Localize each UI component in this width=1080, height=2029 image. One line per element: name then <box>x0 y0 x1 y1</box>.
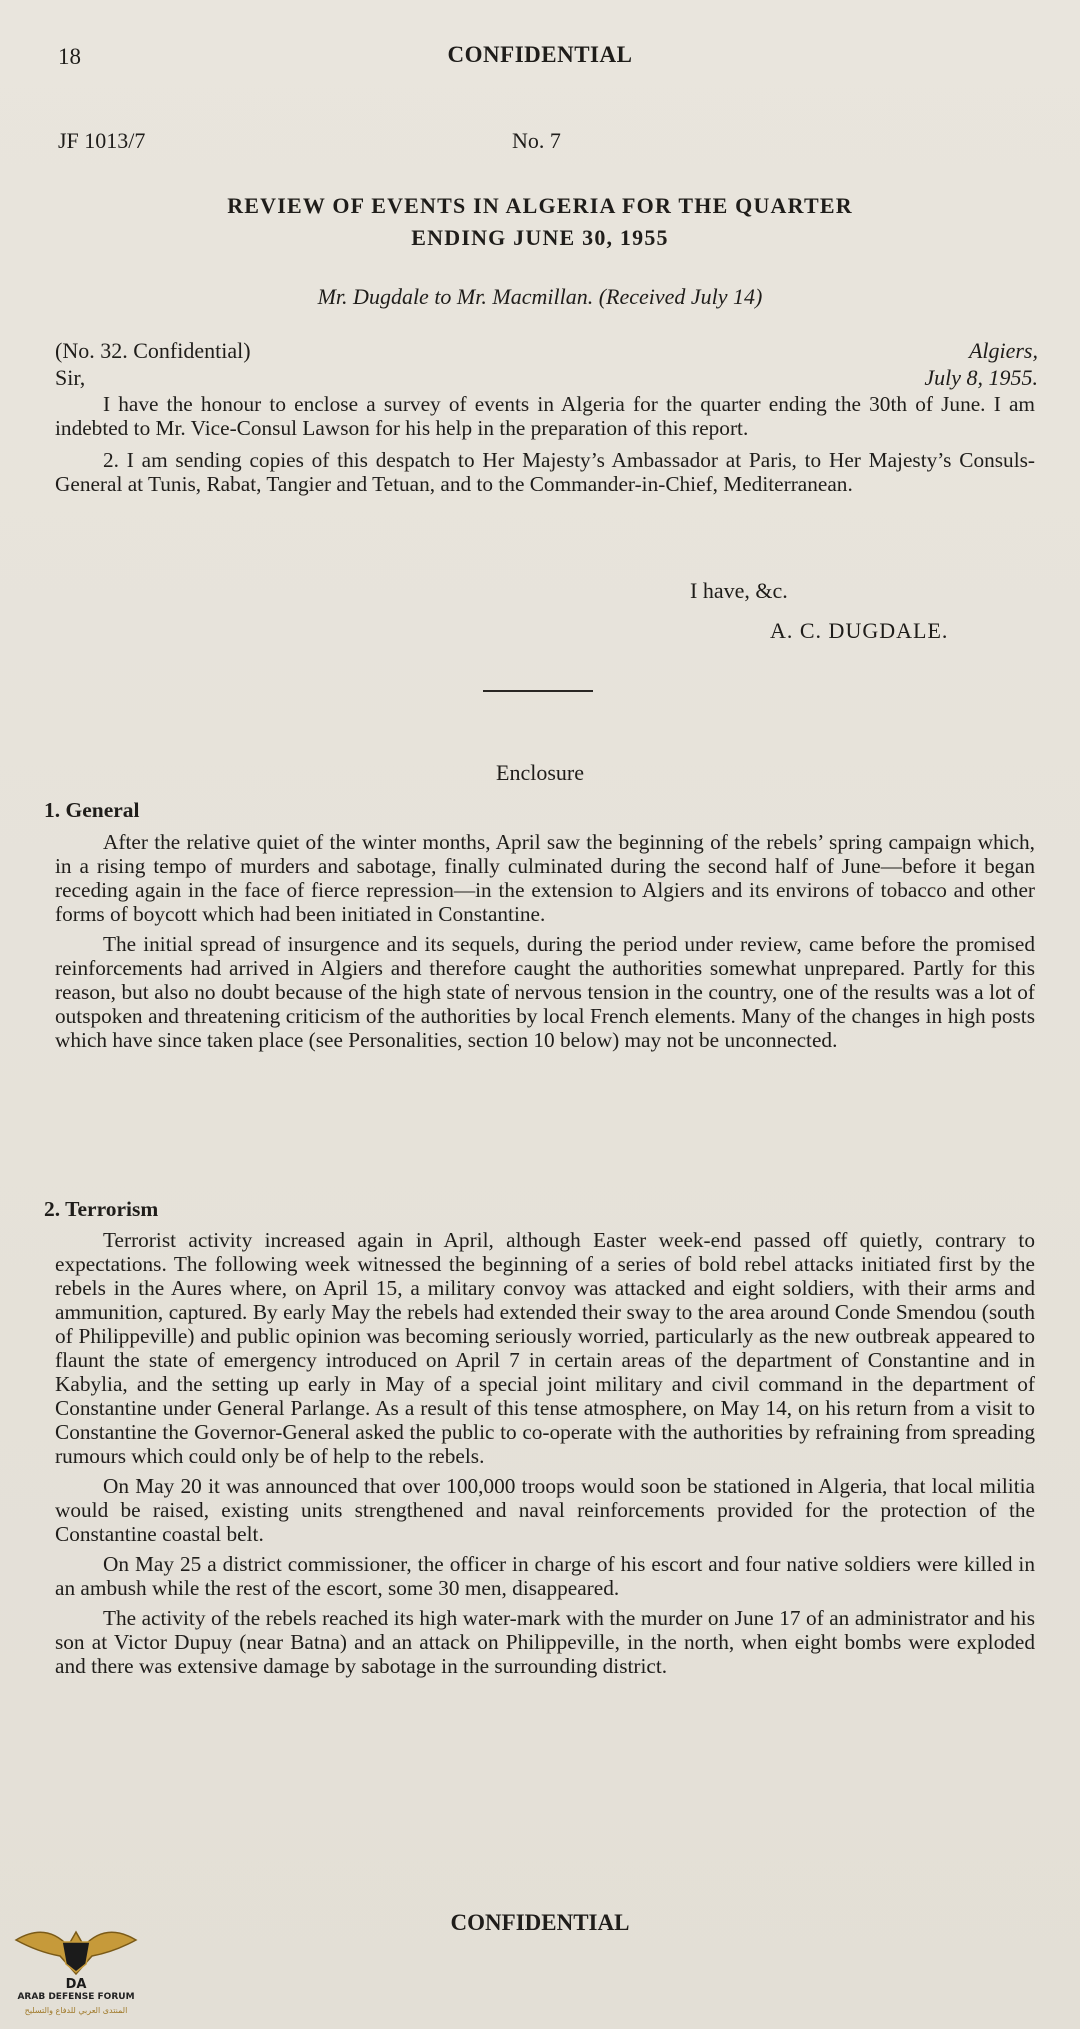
document-title <box>100 190 980 254</box>
file-reference: JF 1013/7 <box>58 128 146 153</box>
letter-reference: (No. 32. Confidential) <box>55 338 251 363</box>
logo-letters: DA <box>65 1977 87 1992</box>
despatch-subtitle: Mr. Dugdale to Mr. Macmillan. (Received July 14) <box>317 284 763 309</box>
salutation: Sir, <box>55 365 86 390</box>
section-heading-terrorism: 2. Terrorism <box>44 1197 159 1221</box>
footer-classification: CONFIDENTIAL <box>450 1910 630 1935</box>
letter-heading-left <box>55 337 251 391</box>
section-paragraph: Terrorist activity increased again in April, although Easter week-end passed off quietly, contrary to expectations. The following week witnessed the beginning of a series of bold rebel attacks initiated first by the rebels in the Aures where, on April 15, a military convoy was attacked and eight soldiers, with their arms and ammunition, captured. By early May the rebels had extended their sway to the area around Conde Smendou (south of Philippeville) and public opinion was becoming seriously worried, particularly as the new outbreak appeared to flaunt the state of emergency introduced on April 7 in certain areas of the department of Constantine and in Kabylia, and the setting up early in May of a special joint military and civil command in the department of Constantine under General Parlange. As a result of this tense atmosphere, on May 14, on his return from a visit to Constantine the Governor-General asked the public to co-operate with the authorities by refraining from spreading rumours which could only be of help to the rebels. <box>55 1228 1035 1468</box>
section-paragraph: The activity of the rebels reached its high water-mark with the murder on June 17 of an administrator and his son at Victor Dupuy (near Batna) and an attack on Philippeville, in the north, when eight bombs were exploded and there was extensive damage by sabotage in the surrounding district. <box>55 1606 1035 1678</box>
document-number: No. 7 <box>512 128 561 153</box>
section-terrorism-body <box>55 1228 1035 1678</box>
divider <box>483 690 593 692</box>
section-paragraph: After the relative quiet of the winter months, April saw the beginning of the rebels’ spring campaign which, in a rising tempo of murders and sabotage, finally culminated during the second half of June—before it began receding again in the face of fierce repression—in the extension to Algiers and its environs of tobacco and other forms of boycott which had been initiated in Constantine. <box>55 830 1035 926</box>
closing: I have, &c. <box>690 578 788 603</box>
page-number: 18 <box>58 44 81 69</box>
enclosure-label: Enclosure <box>496 760 584 785</box>
letter-body <box>55 392 1035 496</box>
section-heading-general: 1. General <box>44 798 140 822</box>
section-paragraph: The initial spread of insurgence and its sequels, during the period under review, came before the promised reinforcements had arrived in Algiers and therefore caught the authorities somewhat unprepared. Partly for this reason, but also no doubt because of the high state of nervous tension in the country, one of the results was a lot of outspoken and threatening criticism of the authorities by local French elements. Many of the changes in high posts which have since taken place (see Personalities, section 10 below) may not be unconnected. <box>55 932 1035 1052</box>
letter-paragraph: I have the honour to enclose a survey of events in Algeria for the quarter ending the 30th of June. I am indebted to Mr. Vice-Consul Lawson for his help in the preparation of this report. <box>55 392 1035 440</box>
letter-heading-right <box>924 337 1038 391</box>
header-classification: CONFIDENTIAL <box>447 42 633 67</box>
forum-name-arabic: المنتدى العربي للدفاع والتسليح <box>24 2006 128 2015</box>
title-line-1: REVIEW OF EVENTS IN ALGERIA FOR THE QUARTER <box>227 193 853 218</box>
eagle-shield-icon <box>6 1912 146 1992</box>
section-general-body <box>55 830 1035 1052</box>
section-paragraph: On May 20 it was announced that over 100,000 troops would soon be stationed in Algeria, that local militia would be raised, existing units strengthened and naval reinforcements provided for the protection of the Constantine coastal belt. <box>55 1474 1035 1546</box>
letter-paragraph: 2. I am sending copies of this despatch to Her Majesty’s Ambassador at Paris, to Her Majesty’s Consuls-General at Tunis, Rabat, Tangier and Tetuan, and to the Commander-in-Chief, Mediterranean. <box>55 448 1035 496</box>
section-paragraph: On May 25 a district commissioner, the officer in charge of his escort and four native soldiers were killed in an ambush while the rest of the escort, some 30 men, disappeared. <box>55 1552 1035 1600</box>
letter-date: July 8, 1955. <box>924 365 1038 390</box>
letter-place: Algiers, <box>968 338 1038 363</box>
forum-name: ARAB DEFENSE FORUM <box>17 1992 135 2002</box>
title-line-2: ENDING JUNE 30, 1955 <box>411 225 669 250</box>
signature: A. C. DUGDALE. <box>770 618 949 643</box>
